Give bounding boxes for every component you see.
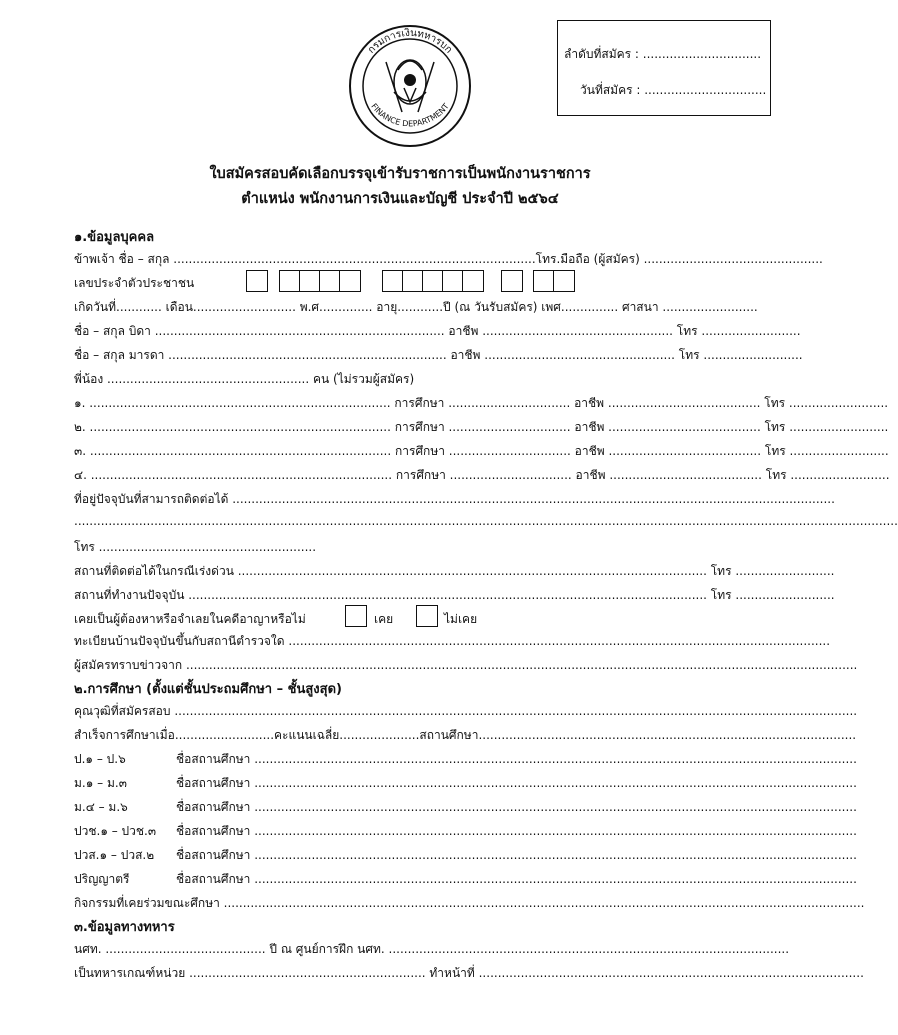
name-row[interactable]: ข้าพเจ้า ชื่อ – สกุล ...............................................................................................โทร.มือถือ (ผู้สมัคร) ............................................... <box>74 252 823 266</box>
national-id-box-5[interactable] <box>533 270 575 292</box>
sibling-row[interactable]: ๒. ............................................................................... การศึกษา ................................ อาชีพ ........................................ โทร .......................... <box>74 420 889 434</box>
school-name-field[interactable]: ชื่อสถานศึกษา .............................................................................................................................................................. <box>176 824 857 838</box>
sibling-row[interactable]: ๑. ............................................................................... การศึกษา ................................ อาชีพ ........................................ โทร .......................... <box>74 396 889 410</box>
national-id-box-1[interactable] <box>246 270 268 292</box>
siblings-row[interactable]: พี่น้อง ..................................................... คน (ไม่รวมผู้สมัคร) <box>74 372 415 386</box>
mother-row[interactable]: ชื่อ – สกุล มารดา ......................................................................... อาชีพ .................................................. โทร .......................... <box>74 348 803 362</box>
school-name-field[interactable]: ชื่อสถานศึกษา .............................................................................................................................................................. <box>176 800 857 814</box>
national-id-box-2[interactable] <box>279 270 361 292</box>
education-level-label: ป.๑ – ป.๖ <box>74 752 126 766</box>
section-military-heading: ๓.ข้อมูลทางทหาร <box>74 920 175 935</box>
news-source-row[interactable]: ผู้สมัครทราบข่าวจาก ................................................................................................................................................................................ <box>74 658 858 672</box>
education-level-label: ปวช.๑ – ปวช.๓ <box>74 824 157 838</box>
form-subtitle: ตำแหน่ง พนักงานการเงินและบัญชี ประจำปี ๒๕๖๔ <box>241 191 559 207</box>
education-level-label: ปริญญาตรี <box>74 872 130 886</box>
form-title: ใบสมัครสอบคัดเลือกบรรจุเข้ารับราชการเป็นพนักงานราชการ <box>209 166 591 182</box>
education-level-label: ม.๔ – ม.๖ <box>74 800 128 814</box>
conscript-row[interactable]: เป็นทหารเกณฑ์หน่วย .............................................................. ทำหน้าที่ ..................................................................................................... <box>74 966 864 980</box>
school-name-field[interactable]: ชื่อสถานศึกษา .............................................................................................................................................................. <box>176 848 857 862</box>
activities-row[interactable]: กิจกรรมที่เคยร่วมขณะศึกษา ........................................................................................................................................................................ <box>74 896 865 910</box>
national-id-label: เลขประจำตัวประชาชน <box>74 276 195 290</box>
application-number-field[interactable]: ลำดับที่สมัคร : ............................... <box>564 47 762 61</box>
school-name-field[interactable]: ชื่อสถานศึกษา .............................................................................................................................................................. <box>176 776 857 790</box>
school-name-field[interactable]: ชื่อสถานศึกษา .............................................................................................................................................................. <box>176 872 857 886</box>
education-level-label: ม.๑ – ม.๓ <box>74 776 127 790</box>
finance-department-seal <box>346 22 474 150</box>
criminal-no-label: ไม่เคย <box>444 612 478 626</box>
emergency-contact-row[interactable]: สถานที่ติดต่อได้ในกรณีเร่งด่วน ........................................................................................................................... โทร .......................... <box>74 564 835 578</box>
seal-text-bottom: FINANCE DEPARTMENT <box>369 101 451 129</box>
seal-text-top: กรมการเงินทหารบก <box>365 27 455 56</box>
qualification-row[interactable]: คุณวุฒิที่สมัครสอบ ................................................................................................................................................................................... <box>74 704 858 718</box>
father-row[interactable]: ชื่อ – สกุล บิดา ............................................................................ อาชีพ .................................................. โทร .......................... <box>74 324 801 338</box>
national-id-box-4[interactable] <box>501 270 523 292</box>
phone-row[interactable]: โทร ......................................................... <box>74 540 317 554</box>
section-personal-heading: ๑.ข้อมูลบุคคล <box>74 230 155 245</box>
svg-text:กรมการเงินทหารบก <box>366 28 454 56</box>
birth-row[interactable]: เกิดวันที่............ เดือน........................... พ.ศ.............. อายุ............ปี (ณ วันรับสมัคร) เพศ............... ศาสนา ......................... <box>74 300 758 314</box>
application-number-box <box>557 20 771 116</box>
address-row-continued[interactable]: ........................................................................................................................................................................................................................ <box>74 514 898 528</box>
criminal-yes-label: เคย <box>374 612 394 626</box>
workplace-row[interactable]: สถานที่ทำงานปัจจุบัน ........................................................................................................................................ โทร .......................... <box>74 588 835 602</box>
education-level-label: ปวส.๑ – ปวส.๒ <box>74 848 155 862</box>
house-registration-row[interactable]: ทะเบียนบ้านปัจจุบันขึ้นกับสถานีตำรวจใด .............................................................................................................................................. <box>74 634 831 648</box>
national-id-box-3[interactable] <box>382 270 484 292</box>
military-student-row[interactable]: นศท. .......................................... ปี ณ ศูนย์การฝึก นศท. ......................................................................................................... <box>74 942 790 956</box>
school-name-field[interactable]: ชื่อสถานศึกษา .............................................................................................................................................................. <box>176 752 857 766</box>
address-row[interactable]: ที่อยู่ปัจจุบันที่สามารถติดต่อได้ .............................................................................................................................................................. <box>74 492 835 506</box>
sibling-row[interactable]: ๓. ............................................................................... การศึกษา ................................ อาชีพ ........................................ โทร .......................... <box>74 444 889 458</box>
sibling-row[interactable]: ๔. ............................................................................... การศึกษา ................................ อาชีพ ........................................ โทร .......................... <box>74 468 890 482</box>
criminal-question: เคยเป็นผู้ต้องหาหรือจำเลยในคดีอาญาหรือไม่ <box>74 612 306 626</box>
section-education-heading: ๒.การศึกษา (ตั้งแต่ชั้นประถมศึกษา – ชั้นสูงสุด) <box>74 682 342 697</box>
svg-text:FINANCE DEPARTMENT <box>369 102 451 129</box>
application-date-field[interactable]: วันที่สมัคร : ................................ <box>580 83 767 97</box>
criminal-no-checkbox[interactable] <box>416 605 438 627</box>
graduation-row[interactable]: สำเร็จการศึกษาเมื่อ..........................คะแนนเฉลี่ย.....................สถานศึกษา................................................................................................... <box>74 728 857 742</box>
criminal-yes-checkbox[interactable] <box>345 605 367 627</box>
